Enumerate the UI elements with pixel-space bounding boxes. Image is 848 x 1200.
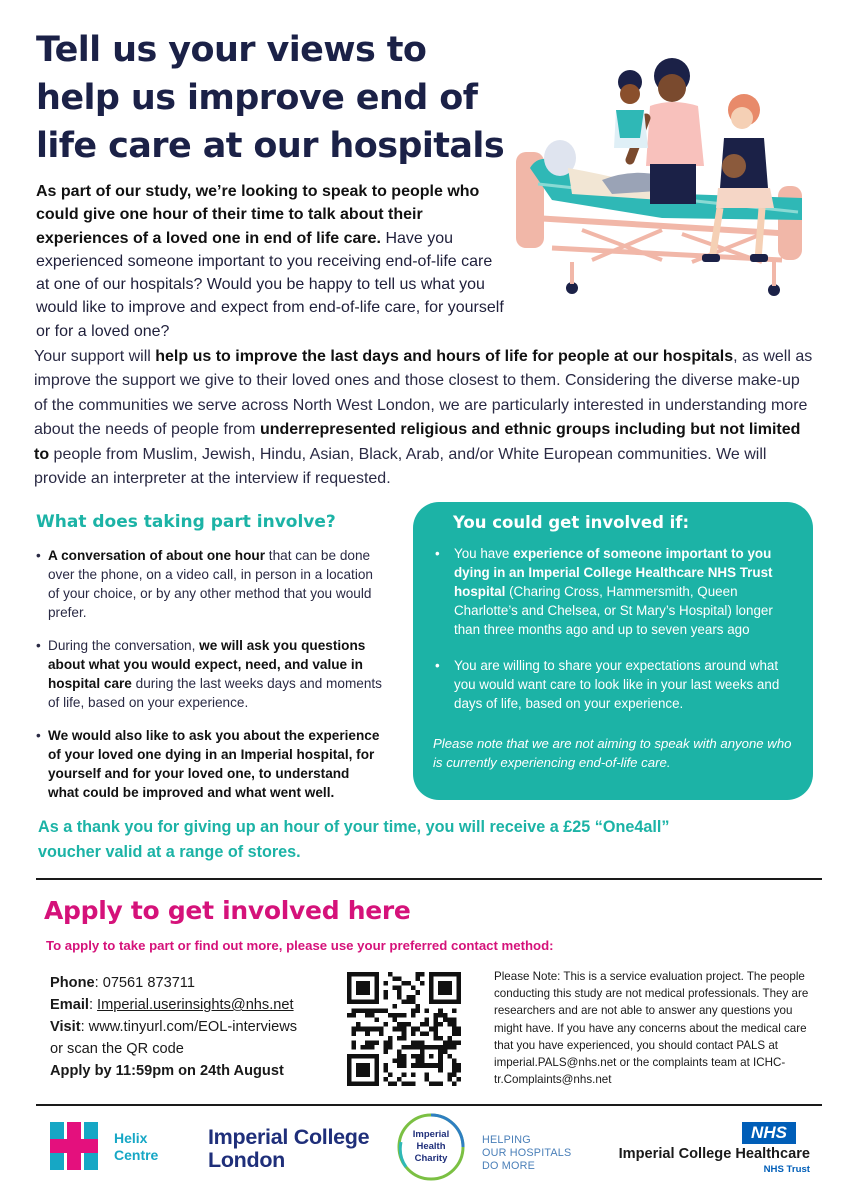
helix-cross-icon [48, 1120, 100, 1172]
eligibility-heading: You could get involved if: [453, 513, 690, 532]
helix-wordmark [114, 1130, 158, 1164]
nhs-logo: NHS [742, 1122, 796, 1144]
eligibility-item-1 [433, 544, 793, 639]
involve-item-1-bold: A conversation of about one hour [48, 548, 266, 563]
deadline-row [50, 1060, 340, 1082]
involve-item-2-text-2: during the last weeks days and moments of life, based on your experience. [48, 676, 382, 710]
support-bold-2: underrepresented religious and ethnic groups including but not limited to [34, 421, 801, 463]
ihc-line-1: Imperial [412, 1129, 450, 1140]
phone-row [50, 972, 340, 994]
support-text-2: , as well as improve the support we give to their loved ones and those closest to them. Considering the diverse make-up of the communities we serve across North West London, we are particularly interested in understanding more about the needs of people from [34, 348, 813, 439]
page-title: Tell us your views to help us improve end of life care at our hospitals [36, 30, 505, 166]
visit-url[interactable]: : www.tinyurl.com/EOL-interviews [80, 1019, 298, 1035]
support-text-1: Your support will [34, 348, 156, 365]
phone-label: Phone [50, 975, 95, 991]
eligibility-item-1-bold: experience of someone important to you dying in an Imperial College Healthcare NHS Trust hospital [454, 546, 773, 599]
involve-item-2-bold: we will ask you questions about what you would expect, need, and value in hospital care [48, 638, 366, 691]
voucher-thanks: As a thank you for giving up an hour of your time, you will receive a £25 “One4all” voucher valid at a range of stores. [38, 818, 670, 861]
icl-line-1: Imperial College [208, 1125, 370, 1149]
charity-wordmark [402, 1129, 460, 1165]
email-row [50, 994, 340, 1016]
eligibility-list [433, 544, 793, 730]
ihc-tag-1: HELPING [482, 1134, 531, 1146]
nhs-trust-label: NHS Trust [763, 1164, 810, 1175]
eligibility-note: Please note that we are not aiming to speak with anyone who is currently experiencing end-of-life care. [433, 736, 792, 770]
visit-row [50, 1016, 340, 1038]
helix-centre-logo [48, 1120, 188, 1176]
intro-body: Have you experienced someone important to you receiving end-of-life care at one of our hospitals? Would you be happy to tell us what you would like to improve and expect from end-of-life care, for yourself or for a loved one? [36, 229, 504, 340]
nhs-trust-name: Imperial College Healthcare [618, 1146, 810, 1162]
deadline: Apply by 11:59pm on 24th August [50, 1063, 284, 1079]
involve-item-3-bold: We would also like to ask you about the experience of your loved one dying in an Imperial hospital, for yourself and for your loved one, to understand what could be improved and what went well. [48, 728, 380, 800]
involve-item-2 [36, 636, 382, 712]
intro-text [36, 180, 506, 343]
email-colon: : [88, 997, 98, 1013]
phone-number: : 07561 873711 [94, 975, 195, 991]
icl-line-2: London [208, 1148, 285, 1172]
ihc-tag-3: DO MORE [482, 1160, 535, 1172]
involve-item-1-text: that can be done over the phone, on a video call, in person in a location of your choice, or by any other method that you would prefer. [48, 548, 373, 620]
eligibility-item-2-text: You are willing to share your expectations around what you would want care to look like in your last weeks and days of life, based on your experience. [454, 658, 780, 711]
hospital-bed-illustration [512, 48, 818, 300]
eligibility-item-2 [433, 656, 793, 713]
apply-subtitle: To apply to take part or find out more, please use your preferred contact method: [46, 938, 554, 953]
involve-item-2-text: During the conversation, [48, 638, 200, 653]
divider-bottom [36, 1104, 822, 1106]
ihc-line-2: Health [416, 1141, 446, 1152]
qr-code[interactable] [347, 972, 461, 1086]
support-bold-1: help us to improve the last days and hours of life for people at our hospitals [155, 348, 734, 365]
email-link[interactable]: Imperial.userinsights@nhs.net [97, 997, 294, 1013]
charity-tagline [482, 1134, 571, 1173]
intro-bold: As part of our study, we’re looking to speak to people who could give one hour of their time to talk about their experiences of a loved one in end of life care. [36, 183, 480, 247]
scan-row: or scan the QR code [50, 1041, 184, 1057]
service-note: Please Note: This is a service evaluation project. The people conducting this study are not medical professionals. They are researchers and are not able to answer any questions you might have. If you have any concerns about the medical care that you have experienced, you should contact PALS at imperial.PALS@nhs.net or the complaints team at ICHC-tr.Complaints@nhs.net [494, 970, 809, 1087]
email-label: Email [50, 997, 89, 1013]
involve-heading: What does taking part involve? [36, 512, 336, 532]
ihc-tag-2: OUR HOSPITALS [482, 1147, 572, 1159]
support-text-3: people from Muslim, Jewish, Hindu, Asian, Black, Arab, and/or White European communities. We will provide an interpreter at the interview if requested. [34, 445, 767, 488]
eligibility-box [413, 502, 813, 800]
ihc-line-3: Charity [414, 1153, 448, 1164]
eligibility-item-1-text: You have [454, 546, 514, 561]
helix-line-2: Centre [114, 1147, 159, 1163]
support-paragraph [34, 345, 814, 491]
involve-item-3 [36, 726, 382, 802]
helix-line-1: Helix [114, 1130, 148, 1146]
imperial-college-london-logo [208, 1126, 369, 1172]
divider-top [36, 878, 822, 880]
eligibility-item-1-text-2: (Charing Cross, Hammersmith, Queen Charlotte’s and Chelsea, or St Mary’s Hospital) longer than three months ago and up to seven years ago [454, 584, 773, 637]
imperial-health-charity-logo [396, 1112, 466, 1182]
contact-details [50, 972, 340, 1082]
apply-title: Apply to get involved here [44, 896, 411, 925]
involve-list [36, 546, 382, 816]
involve-item-1 [36, 546, 382, 622]
visit-label: Visit [50, 1019, 81, 1035]
